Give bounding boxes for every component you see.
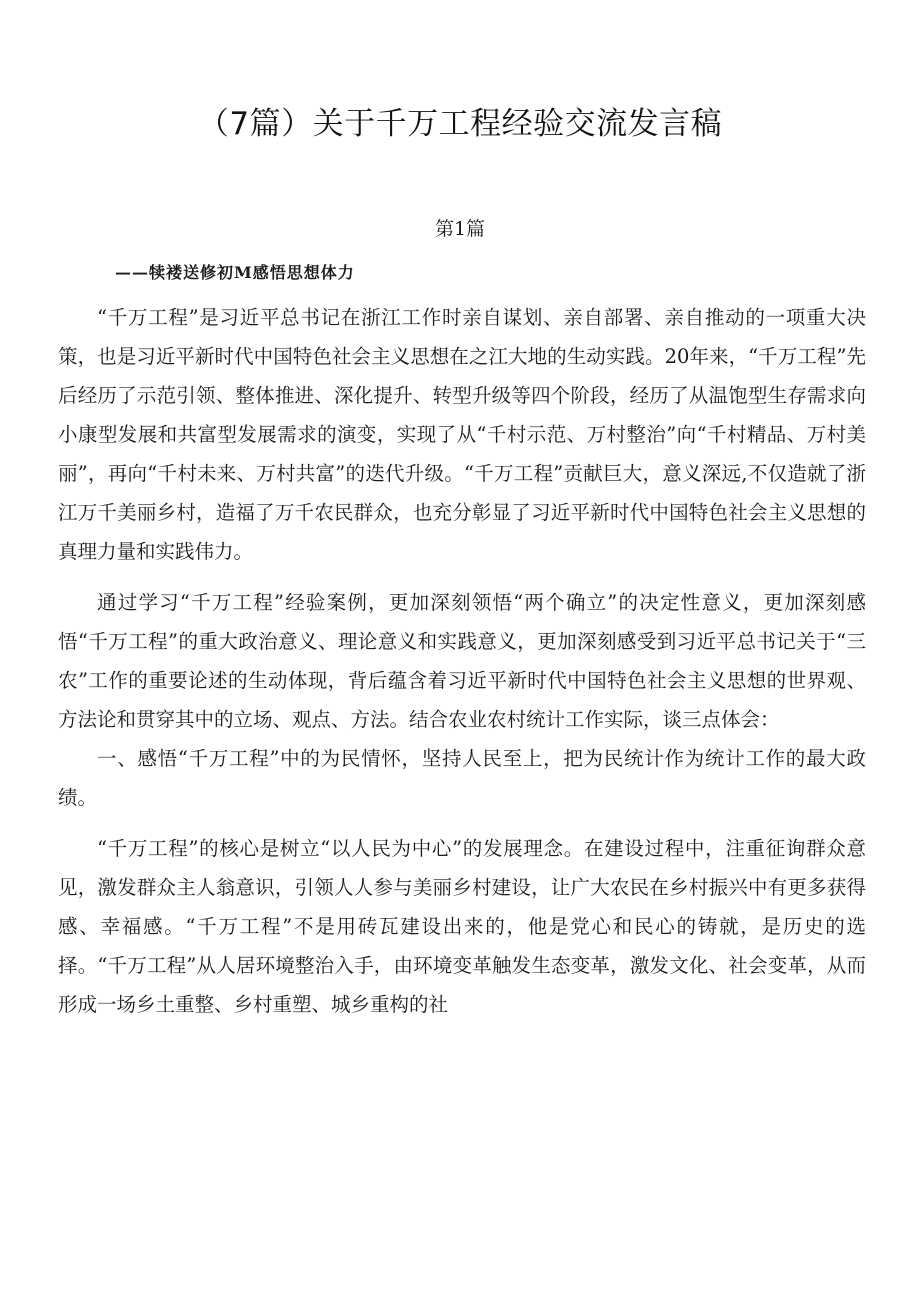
paragraph-2: 通过学习“千万工程”经验案例，更加深刻领悟“两个确立”的决定性意义，更加深刻感悟“千万工程”的重大政治意义、理论意义和实践意义，更加深刻感受到习近平总书记关于“三农”工作的重要论述的生动体现，背后蕴含着习近平新时代中国特色社会主义思想的世界观、方法论和贯穿其中的立场、观点、方法。结合农业农村统计工作实际，谈三点体会： <box>58 591 866 731</box>
body-text <box>58 298 866 1024</box>
section-heading: 第1篇 <box>434 218 486 240</box>
section-subtitle: ——犊褛送修初M感悟思想体力 <box>115 263 355 282</box>
paragraph-1: “千万工程”是习近平总书记在浙江工作时亲自谋划、亲自部署、亲自推动的一项重大决策，也是习近平新时代中国特色社会主义思想在之江大地的生动实践。20年来，“千万工程”先后经历了示范引领、整体推进、深化提升、转型升级等四个阶段，经历了从温饱型生存需求向小康型发展和共富型发展需求的演变，实现了从“千村示范、万村整治”向“千村精品、万村美丽”，再向“千村未来、万村共富”的迭代升级。“千万工程”贡献巨大，意义深远,不仅造就了浙江万千美丽乡村，造福了万千农民群众，也充分彰显了习近平新时代中国特色社会主义思想的真理力量和实践伟力。 <box>58 306 866 563</box>
paragraph-4: “千万工程”的核心是树立“以人民为中心”的发展理念。在建设过程中，注重征询群众意见，激发群众主人翁意识，引领人人参与美丽乡村建设，让广大农民在乡村振兴中有更多获得感、幸福感。“千万工程”不是用砖瓦建设出来的，他是党心和民心的铸就，是历史的选择。“千万工程”从人居环境整治入手，由环境变革触发生态变革，激发文化、社会变革，从而形成一场乡土重整、乡村重塑、城乡重构的社 <box>58 837 866 1016</box>
paragraph-3: 一、感悟“千万工程”中的为民情怀，坚持人民至上，把为民统计作为统计工作的最大政绩。 <box>58 747 866 809</box>
document-title: （7篇）关于千万工程经验交流发言稿 <box>197 106 723 142</box>
